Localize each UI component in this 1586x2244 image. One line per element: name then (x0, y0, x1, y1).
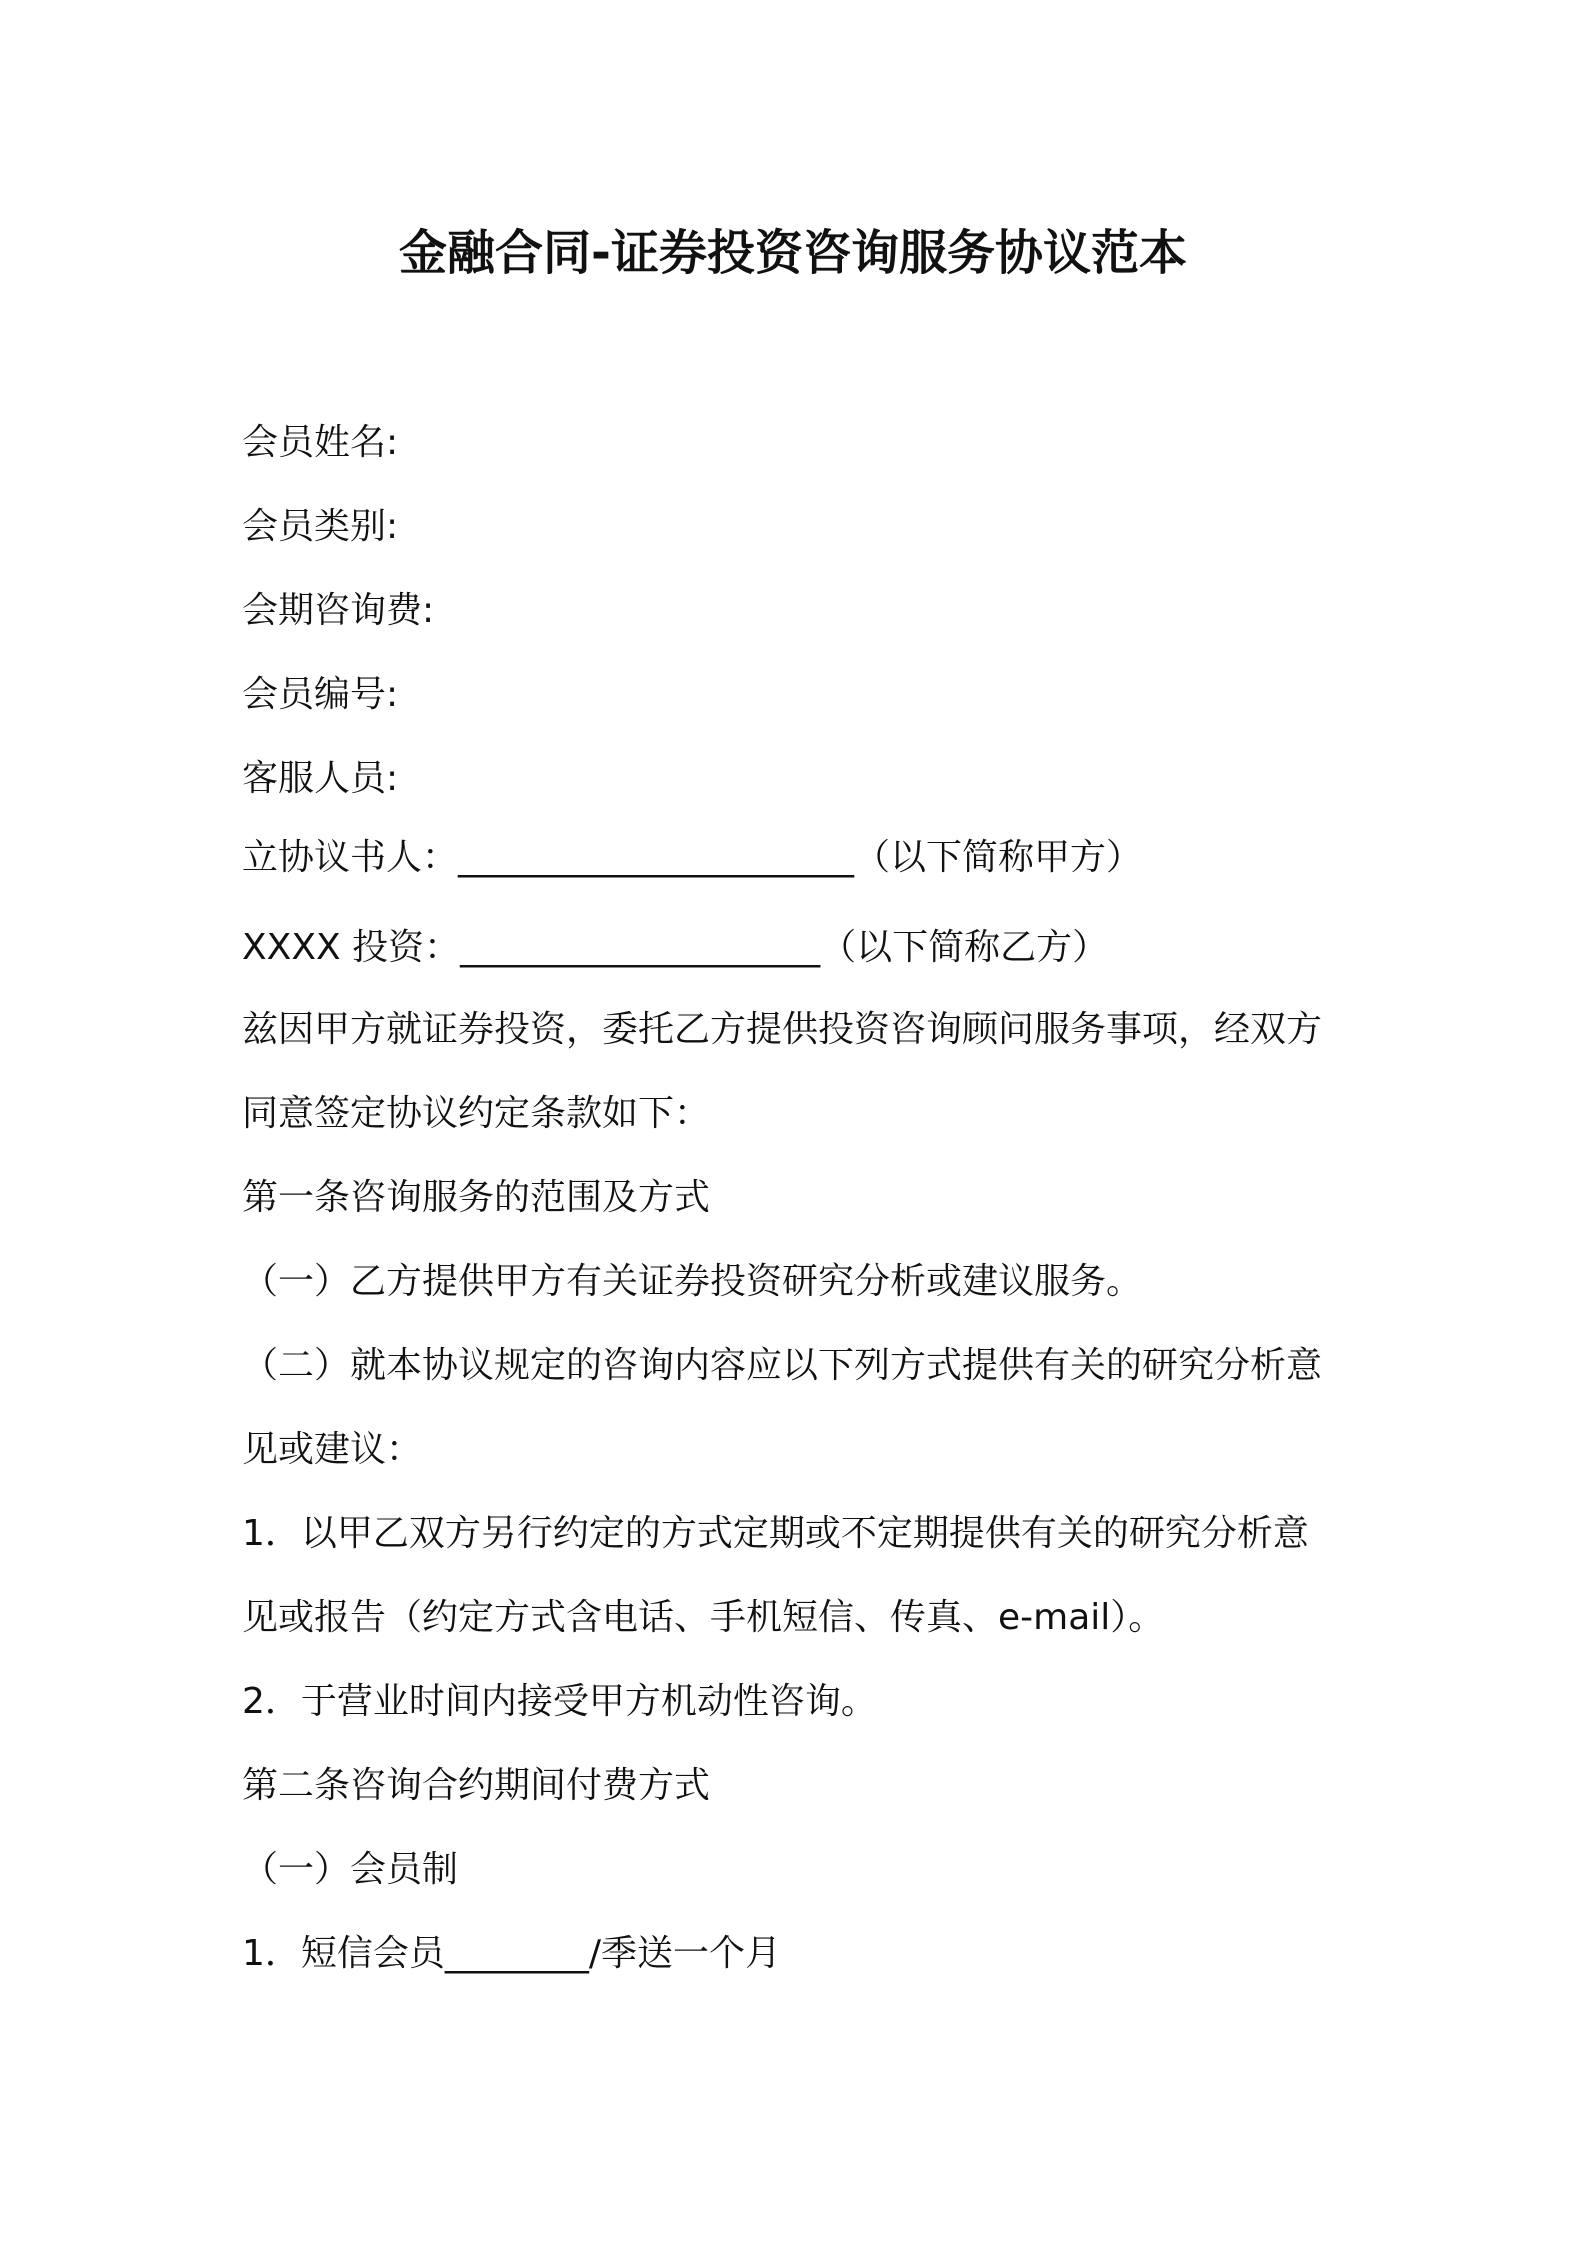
clause-line: 2．于营业时间内接受甲方机动性咨询。 (242, 1681, 877, 1722)
party-a-line: 立协议书人：______________________（以下简称甲方） (242, 837, 1143, 878)
clause-line: 1．以甲乙双方另行约定的方式定期或不定期提供有关的研究分析意 (242, 1513, 1309, 1554)
field-period-fee: 会期咨询费: (242, 590, 435, 631)
article-heading: 第一条咨询服务的范围及方式 (242, 1177, 711, 1218)
party-b-line: XXXX 投资：____________________（以下简称乙方） (242, 927, 1109, 968)
clause-line: （一）乙方提供甲方有关证券投资研究分析或建议服务。 (242, 1261, 1143, 1302)
document-title: 金融合同-证券投资咨询服务协议范本 (399, 225, 1187, 281)
intro-paragraph-line: 兹因甲方就证券投资，委托乙方提供投资咨询顾问服务事项，经双方 (242, 1009, 1323, 1050)
clause-line: （二）就本协议规定的咨询内容应以下列方式提供有关的研究分析意 (242, 1345, 1323, 1386)
clause-line: 见或报告（约定方式含电话、手机短信、传真、e-mail）。 (242, 1597, 1165, 1638)
clause-line: 1．短信会员________/季送一个月 (242, 1933, 782, 1974)
clause-line: 见或建议： (242, 1429, 423, 1470)
field-customer-service: 客服人员: (242, 758, 399, 799)
field-member-name: 会员姓名: (242, 422, 399, 463)
field-member-category: 会员类别: (242, 506, 399, 547)
intro-paragraph-line: 同意签定协议约定条款如下： (242, 1093, 711, 1134)
clause-line: （一）会员制 (242, 1849, 459, 1890)
article-heading: 第二条咨询合约期间付费方式 (242, 1765, 711, 1806)
field-member-number: 会员编号: (242, 674, 399, 715)
